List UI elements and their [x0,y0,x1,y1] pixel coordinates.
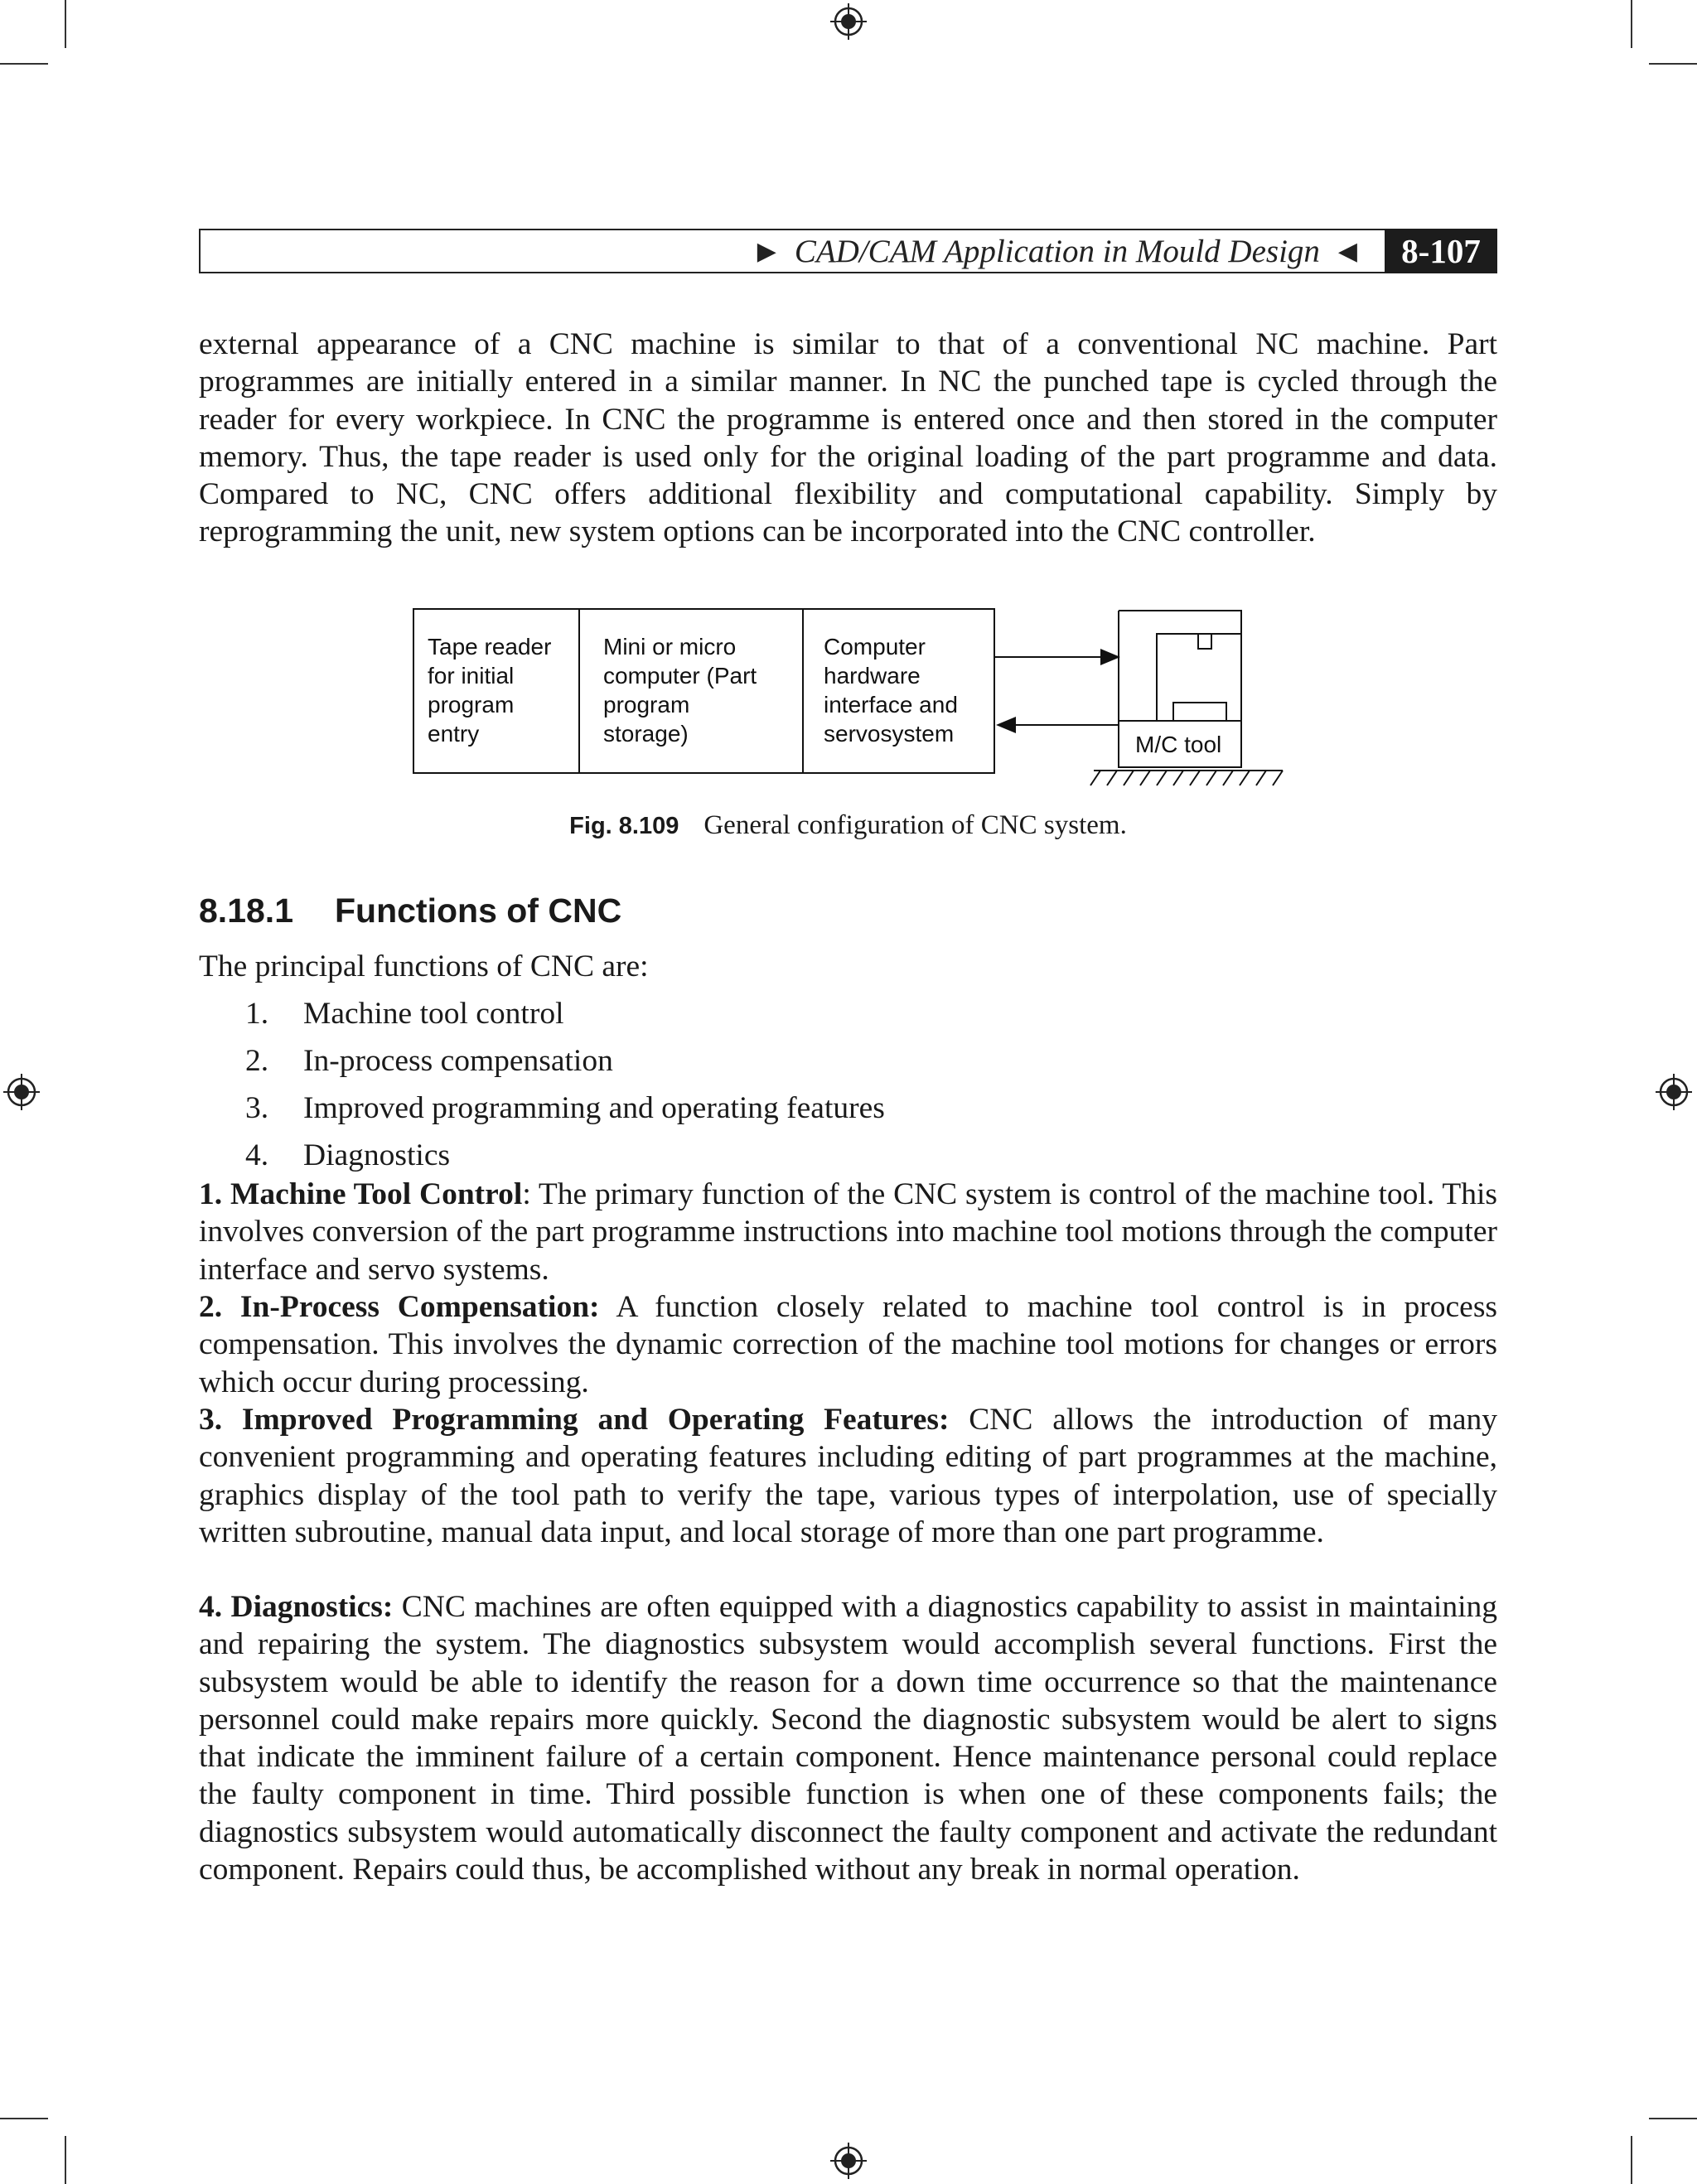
left-triangle-icon: ◀ [1337,237,1357,265]
section-intro: The principal functions of CNC are: [199,949,649,983]
list-item [245,1043,613,1079]
block-line: interface and [824,692,958,718]
paragraph-lead: 2. In-Process Compensation: [199,1290,600,1324]
block-line: Computer [824,634,926,660]
crop-mark [0,2118,48,2119]
registration-mark-icon [830,2143,867,2179]
block-line: program [428,692,515,718]
block-line: servosystem [824,721,955,747]
paragraph-separator [949,1403,969,1437]
paragraph-text: A function closely related to machine tool control is in process compensation. This involves the dynamic correction of the machine tool motions for changes or errors which occur during processing. [199,1290,1498,1399]
paragraph-separator [600,1290,616,1324]
list-text: Machine tool control [303,997,564,1031]
block-line: Mini or micro [603,634,737,660]
function-paragraph [199,1288,1497,1401]
list-text: In-process compensation [303,1044,613,1078]
page-number: 8-107 [1385,229,1497,273]
figure-caption [199,810,1497,841]
paragraph-text: The primary function of the CNC system is control of the machine tool. This involves conversion of the part programme instructions into machine tool motions through the computer interface and servo systems. [199,1177,1498,1287]
list-number: 1. [245,997,269,1031]
block-tape-reader [428,632,551,748]
block-line: storage) [603,721,689,747]
block-line: Tape reader [428,634,552,660]
list-number: 3. [245,1091,269,1125]
list-number: 2. [245,1044,269,1078]
block-hardware-interface [824,632,958,748]
paragraph-lead: 4. Diagnostics: [199,1590,394,1624]
crop-mark [1631,2136,1632,2184]
block-line: for initial [428,663,515,689]
ground-hatching [1090,771,1283,785]
section-heading [199,891,621,930]
function-paragraph [199,1588,1497,1888]
block-line: computer (Part [603,663,757,689]
block-line: entry [428,721,480,747]
body-paragraph: external appearance of a CNC machine is similar to that of a conventional NC machine. Part programmes are initially entered in a similar manner. In NC the punched tape is cycled through the reader for every workpiece. In CNC the programme is entered once and then stored in the computer memory. Thus, the tape reader is used only for the original loading of the part programme and data. Compared to NC, CNC offers additional flexibility and computational capability. Simply by reprogramming the unit, new system options can be incorporated into the CNC controller. [199,327,1497,549]
paragraph-lead: 3. Improved Programming and Operating Features: [199,1403,950,1437]
right-triangle-icon: ▶ [757,237,776,265]
block-line: hardware [824,663,921,689]
list-number: 4. [245,1138,269,1172]
paragraph-lead: 1. Machine Tool Control [199,1177,523,1211]
paragraph-text: CNC allows the introduction of many convenient programming and operating features including editing of part programmes at the machine, graphics display of the tool path to verify the tape, various types of interpolation, use of specially written subroutine, manual data input, and local storage of more than one part programme. [199,1403,1498,1549]
block-computer [603,632,757,748]
running-title: CAD/CAM Application in Mould Design [794,233,1320,269]
crop-mark [0,63,48,65]
paragraph-separator: : [522,1177,539,1211]
paragraph-separator [393,1590,401,1624]
registration-mark-icon [830,3,867,40]
section-title: Functions of CNC [335,891,622,930]
crop-mark [1649,2118,1697,2119]
registration-mark-icon [1656,1074,1692,1110]
paragraph-text: CNC machines are often equipped with a diagnostics capability to assist in maintaining and repairing the system. The diagnostics subsystem would accomplish several functions. First the subsystem would be able to identify the reason for a down time occurrence so that the maintenance personnel could make repairs more quickly. Second the diagnostic subsystem would be alert to signs that indicate the imminent failure of a certain component. Hence maintenance personal could replace the faulty component in time. Third possible function is when one of these components fails; the diagnostics subsystem would automatically disconnect the faulty component and activate the redundant component. Repairs could thus, be accomplished without any break in normal operation. [199,1590,1497,1887]
block-line: program [603,692,690,718]
figure-caption-text: General configuration of CNC system. [703,810,1127,840]
running-header [663,229,1375,273]
list-item [245,1090,885,1126]
figure-number: Fig. 8.109 [569,813,679,839]
section-number: 8.18.1 [199,891,293,930]
crop-mark [1649,63,1697,65]
function-paragraph [199,1176,1497,1288]
list-item [245,1138,450,1173]
crop-mark [65,0,66,48]
machine-tool-label: M/C tool [1135,732,1222,757]
cnc-configuration-diagram [411,605,1289,795]
crop-mark [1631,0,1632,48]
registration-mark-icon [3,1074,40,1110]
list-text: Improved programming and operating features [303,1091,885,1125]
list-item [245,996,564,1032]
list-text: Diagnostics [303,1138,451,1172]
crop-mark [65,2136,66,2184]
function-paragraph [199,1401,1497,1551]
